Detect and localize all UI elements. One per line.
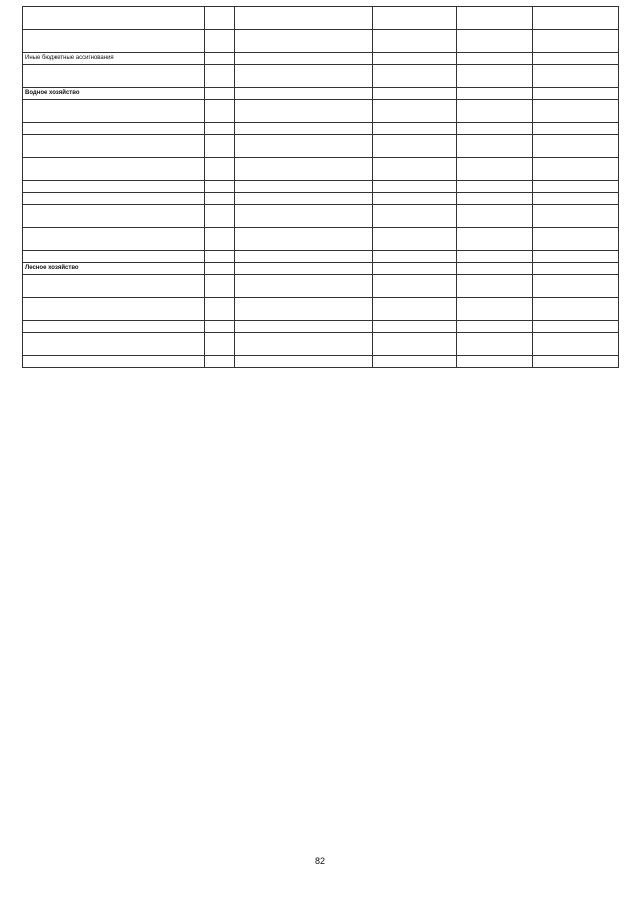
- description-cell: [23, 321, 205, 333]
- amount-total-cell: [533, 181, 619, 193]
- code-cell: [205, 181, 235, 193]
- table-row: [23, 356, 619, 368]
- table-row: [23, 205, 619, 228]
- amount-total-cell: [533, 100, 619, 123]
- code-cell: [205, 30, 235, 53]
- amount-total-cell: [533, 123, 619, 135]
- table-row: [23, 123, 619, 135]
- amount-adjustment-cell: [457, 228, 533, 251]
- code-cell: [205, 7, 235, 30]
- classification-code-cell: [235, 135, 373, 158]
- amount-adjustment-cell: [457, 30, 533, 53]
- table-row: [23, 333, 619, 356]
- description-cell: [23, 181, 205, 193]
- classification-code-cell: [235, 356, 373, 368]
- description-cell: [23, 158, 205, 181]
- code-cell: [205, 228, 235, 251]
- table-row: [23, 298, 619, 321]
- classification-code-cell: [235, 251, 373, 263]
- budget-table-body: [23, 7, 619, 368]
- amount-total-cell: [533, 298, 619, 321]
- description-cell: Лесное хозяйство: [23, 263, 205, 275]
- amount-total-cell: [533, 321, 619, 333]
- classification-code-cell: [235, 263, 373, 275]
- amount-total-cell: [533, 53, 619, 65]
- amount-adjustment-cell: [457, 193, 533, 205]
- amount-total-cell: [533, 356, 619, 368]
- description-cell: [23, 251, 205, 263]
- amount-total-cell: [533, 135, 619, 158]
- amount-adjustment-cell: [457, 263, 533, 275]
- description-cell: [23, 123, 205, 135]
- amount-approved-cell: [373, 333, 457, 356]
- amount-adjustment-cell: [457, 53, 533, 65]
- amount-adjustment-cell: [457, 7, 533, 30]
- amount-approved-cell: [373, 88, 457, 100]
- description-cell: [23, 228, 205, 251]
- amount-approved-cell: [373, 65, 457, 88]
- description-cell: Водное хозяйство: [23, 88, 205, 100]
- classification-code-cell: [235, 193, 373, 205]
- table-row: [23, 53, 619, 65]
- table-row: [23, 88, 619, 100]
- code-cell: [205, 88, 235, 100]
- code-cell: [205, 65, 235, 88]
- classification-code-cell: [235, 321, 373, 333]
- amount-total-cell: [533, 7, 619, 30]
- table-row: [23, 158, 619, 181]
- amount-total-cell: [533, 30, 619, 53]
- code-cell: [205, 158, 235, 181]
- table-row: [23, 193, 619, 205]
- amount-adjustment-cell: [457, 298, 533, 321]
- amount-total-cell: [533, 228, 619, 251]
- amount-adjustment-cell: [457, 356, 533, 368]
- code-cell: [205, 356, 235, 368]
- classification-code-cell: [235, 123, 373, 135]
- amount-total-cell: [533, 205, 619, 228]
- amount-approved-cell: [373, 181, 457, 193]
- amount-approved-cell: [373, 135, 457, 158]
- amount-approved-cell: [373, 7, 457, 30]
- code-cell: [205, 100, 235, 123]
- table-row: [23, 263, 619, 275]
- description-cell: [23, 356, 205, 368]
- amount-adjustment-cell: [457, 123, 533, 135]
- code-cell: [205, 321, 235, 333]
- classification-code-cell: [235, 158, 373, 181]
- table-row: [23, 275, 619, 298]
- amount-total-cell: [533, 263, 619, 275]
- amount-approved-cell: [373, 321, 457, 333]
- budget-table-sheet: [22, 6, 618, 368]
- code-cell: [205, 263, 235, 275]
- amount-adjustment-cell: [457, 251, 533, 263]
- classification-code-cell: [235, 333, 373, 356]
- classification-code-cell: [235, 30, 373, 53]
- amount-approved-cell: [373, 205, 457, 228]
- classification-code-cell: [235, 181, 373, 193]
- amount-total-cell: [533, 193, 619, 205]
- table-row: [23, 228, 619, 251]
- classification-code-cell: [235, 100, 373, 123]
- description-cell: [23, 205, 205, 228]
- classification-code-cell: [235, 275, 373, 298]
- code-cell: [205, 275, 235, 298]
- table-row: [23, 30, 619, 53]
- description-cell: [23, 333, 205, 356]
- amount-approved-cell: [373, 263, 457, 275]
- description-cell: [23, 30, 205, 53]
- amount-total-cell: [533, 275, 619, 298]
- code-cell: [205, 135, 235, 158]
- description-cell: [23, 193, 205, 205]
- table-row: [23, 135, 619, 158]
- code-cell: [205, 205, 235, 228]
- amount-total-cell: [533, 251, 619, 263]
- amount-approved-cell: [373, 53, 457, 65]
- amount-approved-cell: [373, 228, 457, 251]
- description-cell: [23, 100, 205, 123]
- table-row: [23, 251, 619, 263]
- description-cell: [23, 7, 205, 30]
- description-cell: Иные бюджетные ассигнования: [23, 53, 205, 65]
- amount-total-cell: [533, 65, 619, 88]
- table-row: [23, 65, 619, 88]
- amount-approved-cell: [373, 123, 457, 135]
- amount-adjustment-cell: [457, 205, 533, 228]
- description-cell: [23, 275, 205, 298]
- classification-code-cell: [235, 53, 373, 65]
- description-cell: [23, 65, 205, 88]
- classification-code-cell: [235, 7, 373, 30]
- amount-adjustment-cell: [457, 65, 533, 88]
- code-cell: [205, 53, 235, 65]
- amount-approved-cell: [373, 298, 457, 321]
- amount-total-cell: [533, 333, 619, 356]
- amount-adjustment-cell: [457, 158, 533, 181]
- table-row: [23, 7, 619, 30]
- code-cell: [205, 333, 235, 356]
- table-row: [23, 321, 619, 333]
- amount-approved-cell: [373, 356, 457, 368]
- amount-approved-cell: [373, 275, 457, 298]
- amount-approved-cell: [373, 193, 457, 205]
- table-row: [23, 181, 619, 193]
- amount-adjustment-cell: [457, 321, 533, 333]
- amount-adjustment-cell: [457, 100, 533, 123]
- budget-table: [22, 6, 619, 368]
- amount-approved-cell: [373, 251, 457, 263]
- amount-adjustment-cell: [457, 275, 533, 298]
- amount-adjustment-cell: [457, 135, 533, 158]
- code-cell: [205, 123, 235, 135]
- description-cell: [23, 135, 205, 158]
- classification-code-cell: [235, 88, 373, 100]
- amount-adjustment-cell: [457, 88, 533, 100]
- classification-code-cell: [235, 205, 373, 228]
- amount-adjustment-cell: [457, 181, 533, 193]
- description-cell: [23, 298, 205, 321]
- classification-code-cell: [235, 228, 373, 251]
- code-cell: [205, 298, 235, 321]
- amount-approved-cell: [373, 158, 457, 181]
- classification-code-cell: [235, 298, 373, 321]
- page-number: 82: [314, 856, 325, 866]
- table-row: [23, 100, 619, 123]
- code-cell: [205, 193, 235, 205]
- amount-adjustment-cell: [457, 333, 533, 356]
- amount-total-cell: [533, 88, 619, 100]
- code-cell: [205, 251, 235, 263]
- amount-approved-cell: [373, 30, 457, 53]
- amount-total-cell: [533, 158, 619, 181]
- amount-approved-cell: [373, 100, 457, 123]
- classification-code-cell: [235, 65, 373, 88]
